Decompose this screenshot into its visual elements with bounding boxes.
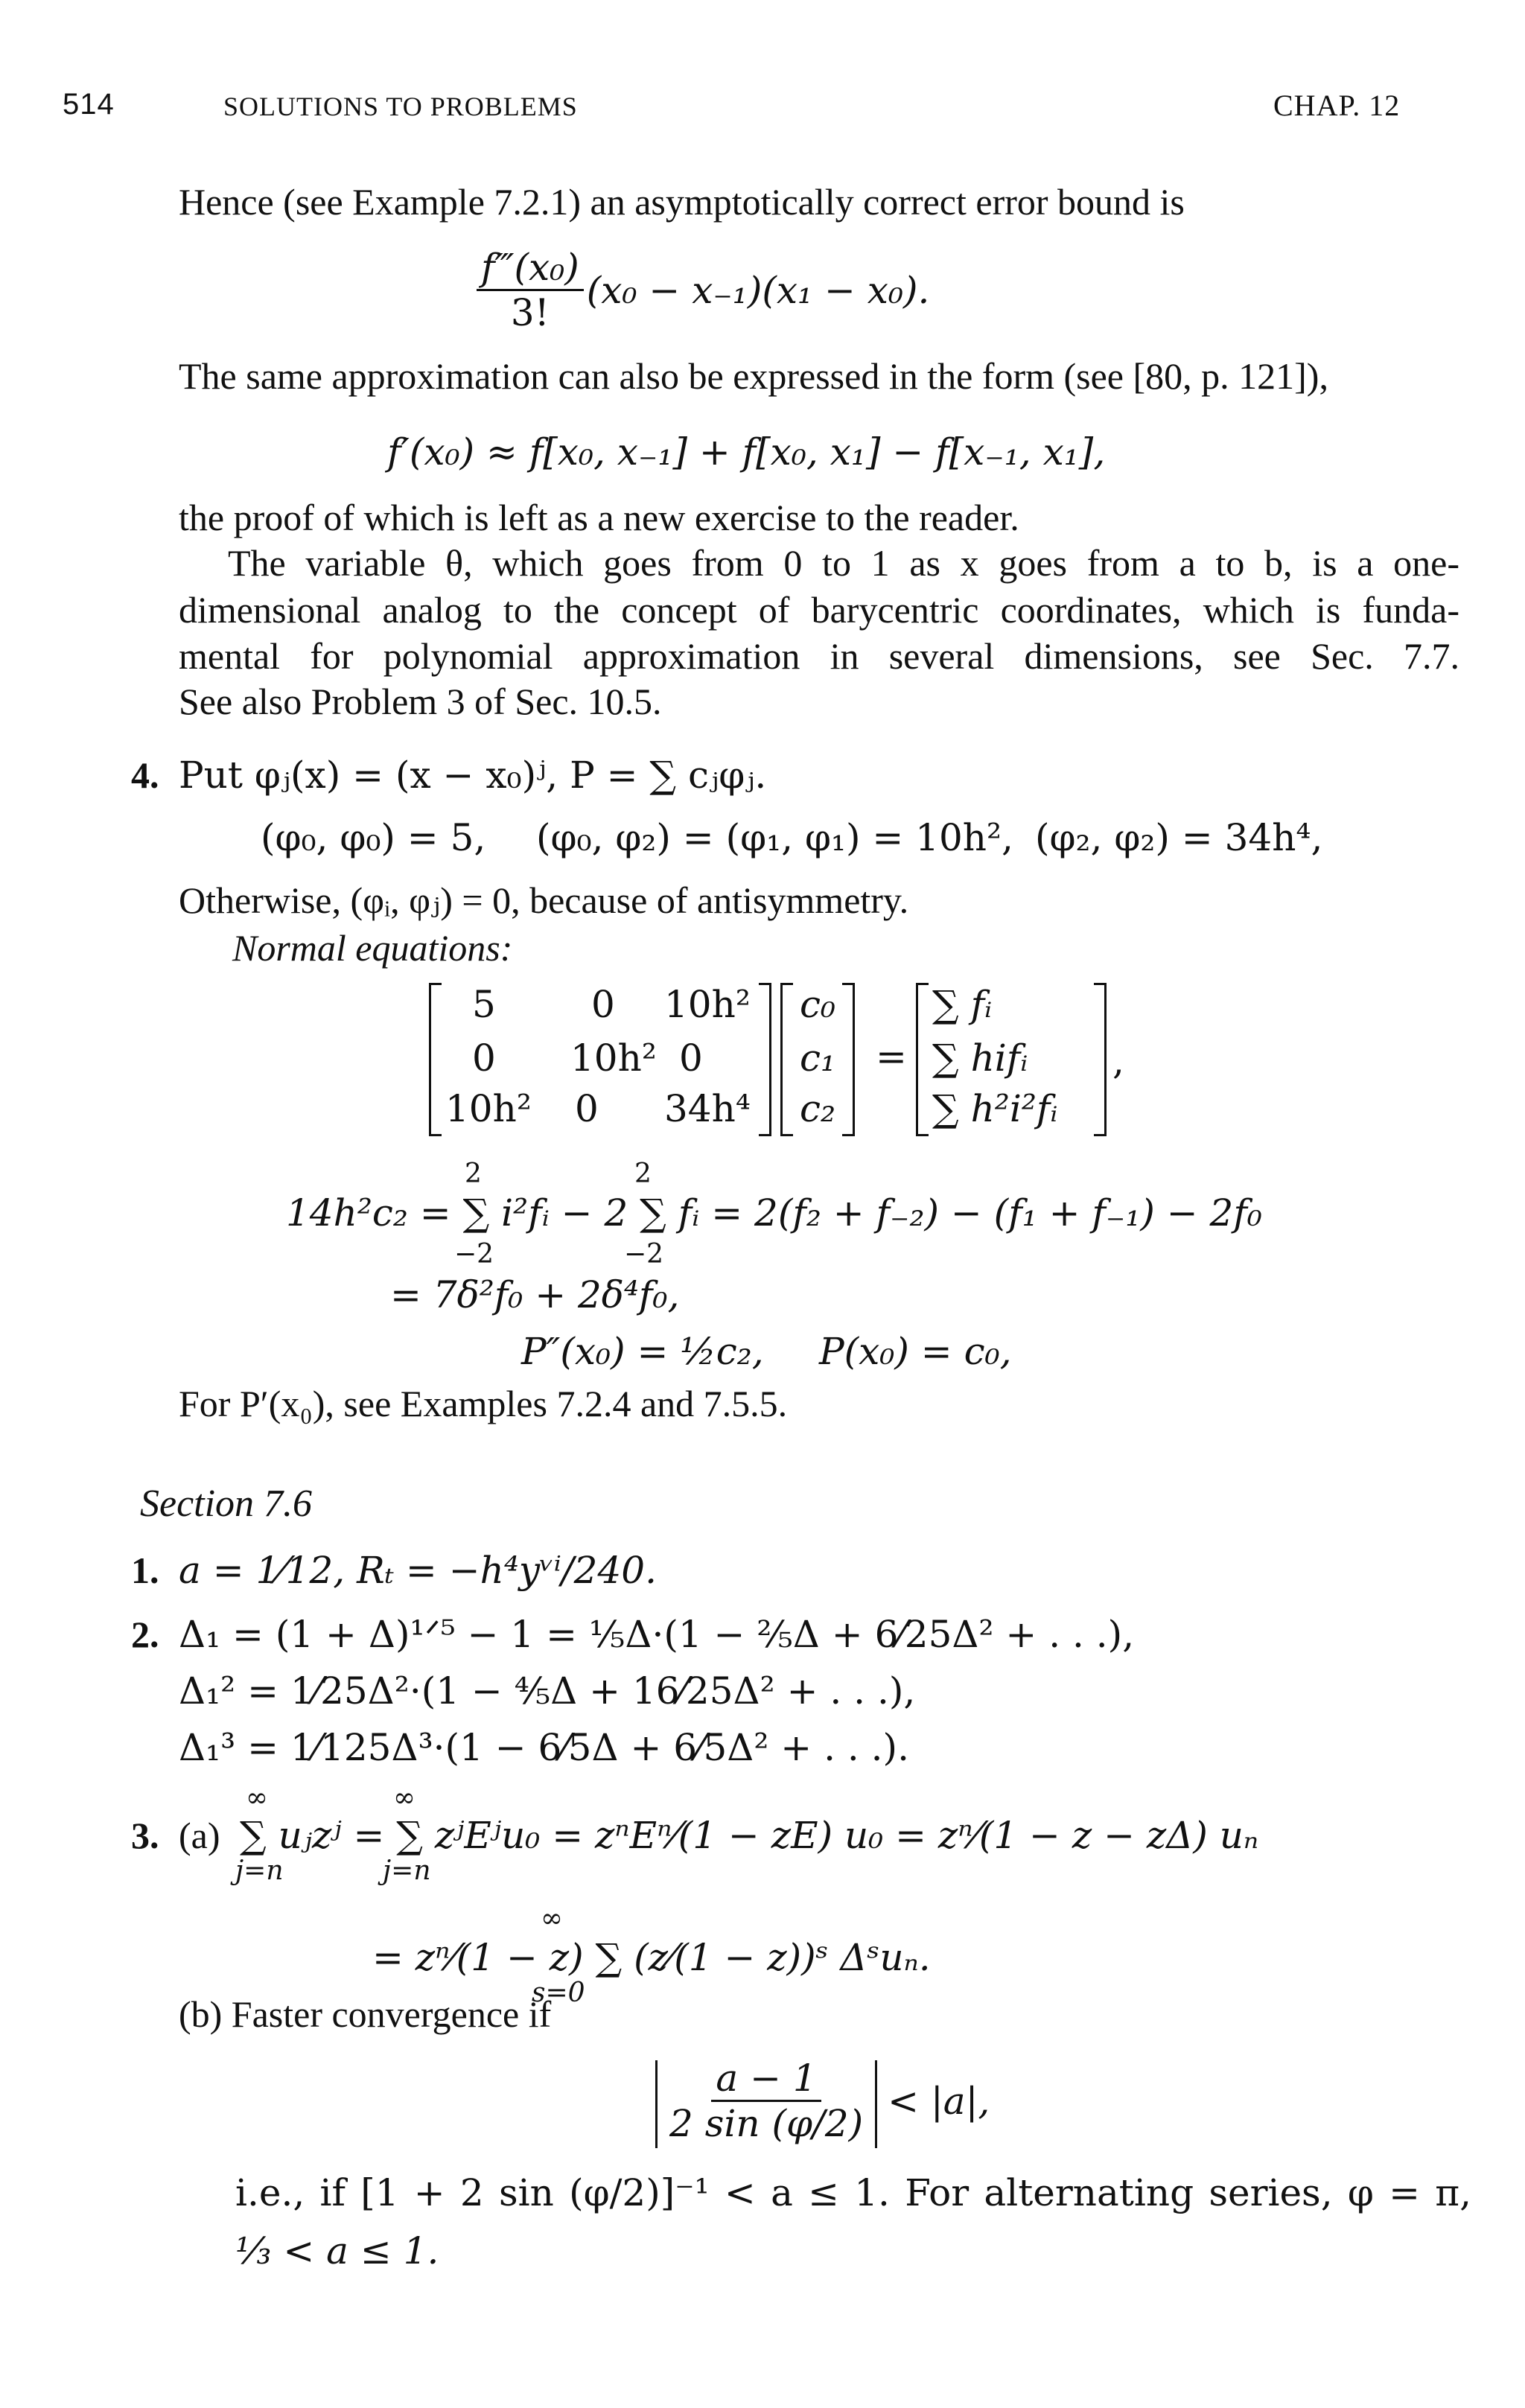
rhs-row-0: ∑ fᵢ [932,983,993,1026]
coefficient-matrix [429,983,771,1136]
sum-1-lower-limit: −2 [454,1239,494,1270]
vector-c2: c₂ [800,1087,836,1130]
paragraph-line-2: dimensional analog to the concept of barycentric coordinates, which is funda- [179,589,1459,631]
matrix-cell-0-2: 10h² [664,983,751,1026]
intro-line-1: Hence (see Example 7.2.1) an asymptotically correct error bound is [179,181,1185,223]
error-bound-denominator: 3! [510,291,550,334]
s76-problem-1: a = 1⁄12, Rₜ = −h⁴yᵛⁱ/240. [179,1549,657,1592]
divided-difference-equation: f′(x₀) ≈ f[x₀, x₋₁] + f[x₀, x₁] − f[x₋₁, x₁], [387,430,1106,474]
rhs-right-bracket [1094,983,1107,1136]
convergence-interval-line: i.e., if [1 + 2 sin (φ/2)]⁻¹ < a ≤ 1. For alternating series, φ = π, [235,2171,1471,2214]
matrix-equals: = [876,1035,907,1078]
problem-4-put: Put φⱼ(x) = (x − x₀)ʲ, P = ∑ cⱼφⱼ. [179,754,767,797]
rhs-left-bracket [916,983,929,1136]
value-estimate: P(x₀) = c₀, [819,1330,1012,1373]
gen-sum-2-upper: ∞ [393,1783,416,1813]
vector-left-bracket [780,983,793,1136]
vector-c1: c₁ [800,1036,836,1080]
rhs-row-1: ∑ hifᵢ [932,1036,1028,1080]
paragraph-line-1: The variable θ, which goes from 0 to 1 as x goes from a to b, is a one- [228,542,1459,584]
sum-2-lower-limit: −2 [624,1239,664,1270]
paragraph-line-3: mental for polynomial approximation in several dimensions, see Sec. 7.7. [179,635,1459,677]
rhs-vector [916,983,1107,1136]
intro-line-2: The same approximation can also be expressed in the form (see [80, p. 121]), [179,355,1328,397]
s76-problem-2-line-1: Δ₁ = (1 + Δ)¹ᐟ⁵ − 1 = ⅕Δ·(1 − ⅖Δ + 6⁄25Δ² + . . .), [179,1613,1135,1656]
s76-problem-2-line-2: Δ₁² = 1⁄25Δ²·(1 − ⅘Δ + 16⁄25Δ² + . . .), [179,1669,916,1713]
s76-problem-1-number: 1. [131,1549,159,1591]
generating-function-line-1: ∑ uⱼzʲ = ∑ zʲEʲu₀ = zⁿEⁿ⁄(1 − zE) u₀ = zⁿ⁄(1 − z − zΔ) uₙ [240,1814,1259,1857]
error-bound-equation [477,246,929,334]
inner-product-22: (φ₂, φ₂) = 34h⁴, [1035,816,1323,859]
error-bound-rest: (x₀ − x₋₁)(x₁ − x₀). [586,268,930,312]
abs-left-bar [655,2060,658,2148]
sum-2-upper-limit: 2 [634,1159,652,1189]
c2-equation: 14h²c₂ = ∑ i²fᵢ − 2 ∑ fᵢ = 2(f₂ + f₋₂) − (f₁ + f₋₁) − 2f₀ [286,1191,1262,1235]
s76-problem-3-number: 3. [131,1815,159,1856]
page-number: 514 [63,88,115,121]
gen-sum-3-upper: ∞ [541,1903,563,1934]
matrix-cell-1-2: 0 [679,1036,703,1080]
generating-function-line-2: = zⁿ⁄(1 − z) ∑ (z⁄(1 − z))ˢ Δˢuₙ. [372,1936,931,1979]
matrix-left-bracket [429,983,442,1136]
section-title: Section 7.6 [140,1482,313,1525]
paragraph-line-4: See also Problem 3 of Sec. 10.5. [179,681,662,722]
delta-equation: = 7δ²f₀ + 2δ⁴f₀, [390,1273,680,1316]
inner-product-02: (φ₀, φ₂) = (φ₁, φ₁) = 10h², [536,816,1013,859]
problem-4-number: 4. [131,754,159,796]
unknown-vector [780,983,855,1136]
vector-right-bracket [842,983,855,1136]
s76-problem-3b-label: (b) Faster convergence if [179,1993,552,2035]
condition-rest: < |a|, [888,2079,990,2123]
matrix-cell-2-2: 34h⁴ [664,1087,751,1130]
inner-product-00: (φ₀, φ₀) = 5, [261,816,486,859]
normal-equations-label: Normal equations: [232,927,513,969]
matrix-cell-2-0: 10h² [445,1087,532,1130]
vector-c0: c₀ [800,983,836,1026]
matrix-trailing-comma: , [1112,1039,1124,1083]
otherwise-line: Otherwise, (φᵢ, φⱼ) = 0, because of antisymmetry. [179,879,909,921]
s76-problem-3a-label: (a) [179,1815,220,1856]
second-derivative-estimate: P″(x₀) = ½c₂, [521,1330,764,1373]
chapter-label: CHAP. 12 [1273,89,1401,122]
error-bound-numerator: f‴(x₀) [477,246,584,291]
matrix-cell-1-1: 10h² [570,1036,657,1080]
running-title: SOLUTIONS TO PROBLEMS [223,92,578,121]
gen-sum-1-lower: j=n [235,1856,284,1886]
s76-problem-2-line-3: Δ₁³ = 1⁄125Δ³·(1 − 6⁄5Δ + 6⁄5Δ² + . . .). [179,1726,909,1769]
matrix-cell-0-1: 0 [591,983,615,1026]
gen-sum-3-lower: s=0 [532,1978,585,2008]
matrix-cell-1-0: 0 [472,1036,496,1080]
matrix-cell-2-1: 0 [575,1087,599,1130]
condition-numerator: a − 1 [711,2057,821,2102]
convergence-condition [655,2057,990,2145]
s76-problem-2-number: 2. [131,1614,159,1655]
intro-line-3: the proof of which is left as a new exercise to the reader. [179,497,1019,538]
gen-sum-1-upper: ∞ [246,1783,268,1813]
abs-right-bar [875,2060,877,2148]
rhs-row-2: ∑ h²i²fᵢ [932,1087,1058,1130]
condition-denominator: 2 sin (φ/2) [669,2102,864,2145]
see-examples-line: For P′(x₀), see Examples 7.2.4 and 7.5.5. [179,1383,788,1424]
matrix-right-bracket [759,983,771,1136]
gen-sum-2-lower: j=n [383,1856,431,1886]
matrix-cell-0-0: 5 [472,983,496,1026]
sum-1-upper-limit: 2 [465,1159,482,1189]
convergence-interval-last: ⅓ < a ≤ 1. [235,2229,439,2272]
